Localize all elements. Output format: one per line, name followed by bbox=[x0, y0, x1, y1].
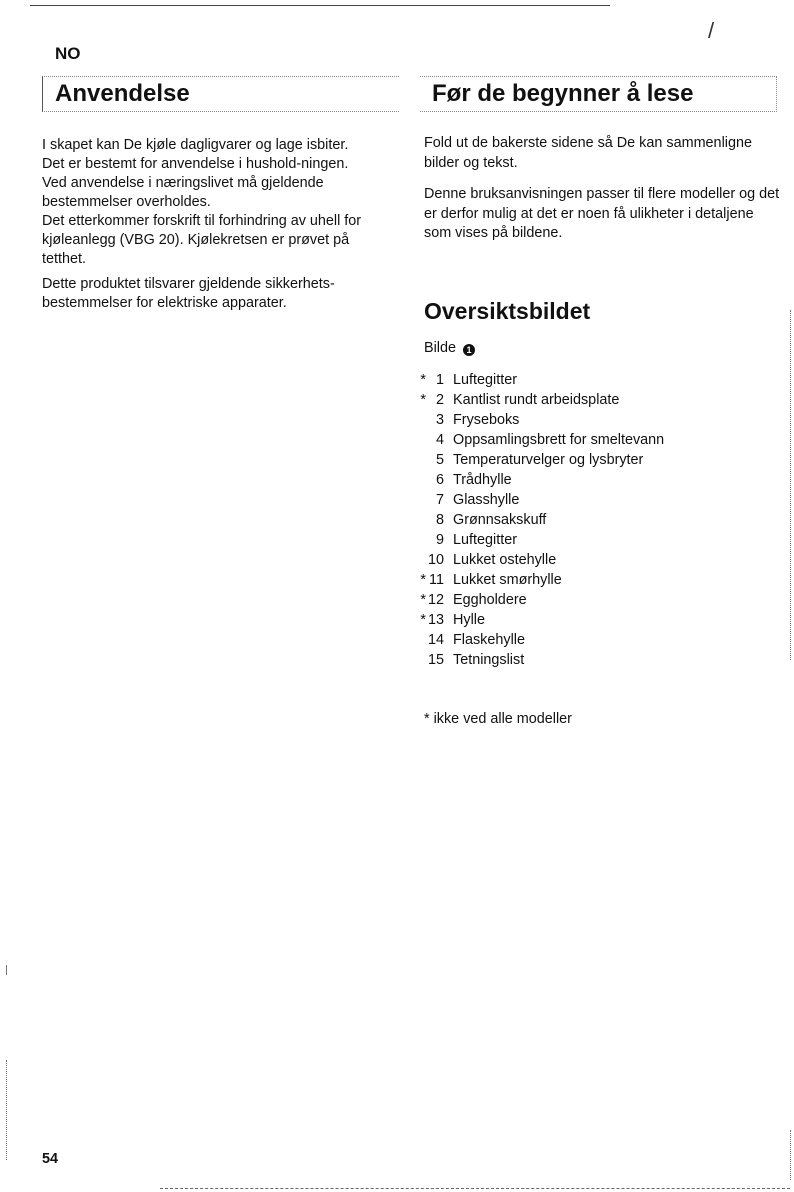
part-name: Temperaturvelger og lysbryter bbox=[453, 452, 644, 468]
parts-list-item bbox=[418, 470, 738, 490]
parts-list-item bbox=[418, 410, 738, 430]
page-number: 54 bbox=[42, 1151, 59, 1167]
top-rule bbox=[30, 5, 610, 6]
paragraph: Ved anvendelse i næringslivet må gjeldende bestemmelser overholdes. bbox=[42, 175, 324, 210]
parts-list-item bbox=[418, 590, 738, 610]
part-number: 5 bbox=[435, 452, 444, 468]
optional-marker: * bbox=[420, 392, 426, 408]
optional-marker bbox=[418, 470, 426, 490]
parts-list-item bbox=[418, 650, 738, 670]
margin-mark bbox=[790, 310, 791, 660]
optional-marker bbox=[418, 650, 426, 670]
optional-marker bbox=[418, 530, 426, 550]
overview-heading: Oversiktsbildet bbox=[424, 298, 591, 324]
parts-list-item bbox=[418, 630, 738, 650]
parts-list-item bbox=[418, 490, 738, 510]
part-name: Flaskehylle bbox=[453, 632, 525, 648]
figure-label: Bilde bbox=[424, 340, 456, 356]
parts-list-item bbox=[418, 450, 738, 470]
parts-list-item bbox=[418, 390, 738, 410]
parts-list-item bbox=[418, 370, 738, 390]
parts-list-item bbox=[418, 570, 738, 590]
bottom-rule bbox=[160, 1188, 790, 1189]
parts-list-item bbox=[418, 530, 738, 550]
parts-list bbox=[418, 370, 738, 670]
margin-mark bbox=[790, 1130, 791, 1180]
part-number: 2 bbox=[435, 392, 444, 408]
part-name: Tetningslist bbox=[453, 652, 525, 668]
part-number: 4 bbox=[435, 432, 444, 448]
optional-marker bbox=[418, 630, 426, 650]
part-name: Fryseboks bbox=[453, 412, 520, 428]
optional-marker: * bbox=[420, 372, 426, 388]
optional-marker bbox=[418, 410, 426, 430]
part-number: 6 bbox=[435, 472, 444, 488]
part-name: Kantlist rundt arbeidsplate bbox=[453, 392, 620, 408]
paragraph: Dette produktet tilsvarer gjeldende sikkerhets-bestemmelser for elektriske apparater. bbox=[42, 276, 335, 311]
before-reading-text bbox=[424, 134, 784, 244]
optional-marker: * bbox=[420, 592, 426, 608]
part-name: Luftegitter bbox=[453, 372, 517, 388]
optional-marker: * bbox=[420, 572, 426, 588]
part-name: Lukket smørhylle bbox=[453, 572, 562, 588]
margin-mark bbox=[6, 1060, 7, 1160]
optional-marker: * bbox=[420, 612, 426, 628]
part-name: Eggholdere bbox=[453, 592, 527, 608]
part-number: 3 bbox=[435, 412, 444, 428]
part-number: 8 bbox=[435, 512, 444, 528]
parts-list-item bbox=[418, 610, 738, 630]
figure-number-badge: 1 bbox=[463, 344, 475, 356]
optional-marker bbox=[418, 430, 426, 450]
paragraph: I skapet kan De kjøle dagligvarer og lage isbiter. bbox=[42, 137, 349, 153]
part-number: 15 bbox=[427, 652, 444, 668]
optional-marker bbox=[418, 510, 426, 530]
right-section-title: Før de begynner å lese bbox=[432, 80, 694, 107]
language-code: NO bbox=[55, 44, 81, 63]
part-name: Luftegitter bbox=[453, 532, 517, 548]
part-name: Hylle bbox=[453, 612, 485, 628]
part-name: Glasshylle bbox=[453, 492, 520, 508]
part-number: 12 bbox=[427, 592, 444, 608]
optional-marker bbox=[418, 550, 426, 570]
footnote: * ikke ved alle modeller bbox=[424, 711, 572, 727]
part-number: 11 bbox=[429, 572, 444, 588]
part-number: 13 bbox=[427, 612, 444, 628]
part-number: 10 bbox=[427, 552, 444, 568]
optional-marker bbox=[418, 490, 426, 510]
parts-list-item bbox=[418, 430, 738, 450]
part-number: 9 bbox=[435, 532, 444, 548]
figure-reference bbox=[424, 340, 475, 356]
parts-list-item bbox=[418, 510, 738, 530]
paragraph: Denne bruksanvisningen passer til flere modeller og det er derfor mulig at det er noen få ulikheter i detaljene som vises på bildene. bbox=[424, 186, 780, 241]
scan-mark: / bbox=[708, 18, 715, 43]
margin-mark bbox=[6, 965, 7, 975]
part-number: 1 bbox=[435, 372, 444, 388]
intended-use-text bbox=[42, 136, 387, 313]
part-number: 7 bbox=[435, 492, 444, 508]
parts-list-item bbox=[418, 550, 738, 570]
part-name: Oppsamlingsbrett for smeltevann bbox=[453, 432, 665, 448]
left-section-title: Anvendelse bbox=[55, 80, 190, 107]
paragraph: Fold ut de bakerste sidene så De kan sammenligne bilder og tekst. bbox=[424, 135, 752, 171]
optional-marker bbox=[418, 450, 426, 470]
part-name: Grønnsakskuff bbox=[453, 512, 547, 528]
part-number: 14 bbox=[427, 632, 444, 648]
part-name: Trådhylle bbox=[453, 472, 512, 488]
paragraph: Det etterkommer forskrift til forhindring av uhell for kjøleanlegg (VBG 20). Kjølekretsen er prøvet på tetthet. bbox=[42, 213, 362, 267]
paragraph: Det er bestemt for anvendelse i hushold-ningen. bbox=[42, 156, 349, 172]
part-name: Lukket ostehylle bbox=[453, 552, 557, 568]
